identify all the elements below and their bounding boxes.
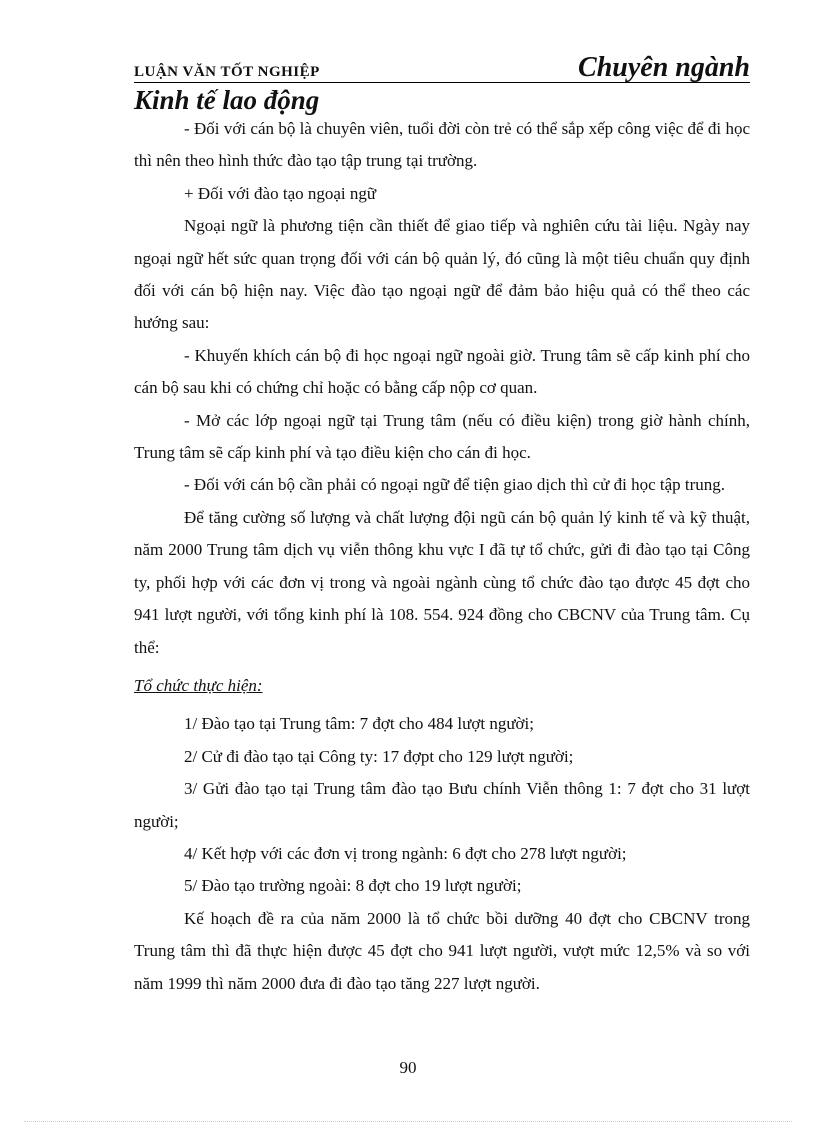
list-item: 5/ Đào tạo trường ngoài: 8 đợt cho 19 lượt người; bbox=[184, 876, 522, 896]
list-item: 4/ Kết hợp với các đơn vị trong ngành: 6 đợt cho 278 lượt người; bbox=[184, 843, 627, 863]
page-bottom-divider bbox=[24, 1121, 792, 1122]
conclusion-paragraph: Kế hoạch đề ra của năm 2000 là tổ chức bồi dưỡng 40 đợt cho CBCNV trong Trung tâm thì đã thực hiện được 45 đợt cho 941 lượt người, vượt mức 12,5% và so với năm 1999 thì năm 2000 đưa đi đào tạo tăng 227 lượt người. bbox=[134, 908, 750, 993]
page-number: 90 bbox=[399, 1058, 417, 1077]
page-header bbox=[134, 52, 750, 83]
list-item: 2/ Cử đi đào tạo tại Công ty: 17 đợpt cho 129 lượt người; bbox=[184, 746, 574, 766]
paragraph: - Mở các lớp ngoại ngữ tại Trung tâm (nếu có điều kiện) trong giờ hành chính, Trung tâm sẽ cấp kinh phí và tạo điều kiện cho cán đi học. bbox=[134, 410, 750, 463]
section-title: Tổ chức thực hiện: bbox=[134, 675, 263, 695]
paragraph: - Đối với cán bộ là chuyên viên, tuổi đời còn trẻ có thể sắp xếp công việc để đi học thì nên theo hình thức đào tạo tập trung tại trường. bbox=[134, 119, 750, 171]
thesis-label: LUẬN VĂN TỐT NGHIỆP bbox=[134, 64, 320, 80]
body-text bbox=[134, 113, 750, 1000]
paragraph: Ngoại ngữ là phương tiện cần thiết để giao tiếp và nghiên cứu tài liệu. Ngày nay ngoại ngữ hết sức quan trọng đối với cán bộ quản lý, đó cũng là một tiêu chuẩn quy định đối với cán bộ hiện nay. Việc đào tạo ngoại ngữ để đảm bảo hiệu quả có thể theo các hướng sau: bbox=[134, 216, 750, 333]
paragraph: - Khuyến khích cán bộ đi học ngoại ngữ ngoài giờ. Trung tâm sẽ cấp kinh phí cho cán bộ sau khi có chứng chỉ hoặc có bằng cấp nộp cơ quan. bbox=[134, 345, 750, 398]
list-item: 1/ Đào tạo tại Trung tâm: 7 đợt cho 484 lượt người; bbox=[184, 714, 534, 734]
major-name: Kinh tế lao động bbox=[134, 85, 320, 115]
paragraph: + Đối với đào tạo ngoại ngữ bbox=[184, 183, 377, 203]
major-label: Chuyên ngành bbox=[578, 52, 750, 83]
paragraph: - Đối với cán bộ cần phải có ngoại ngữ để tiện giao dịch thì cử đi học tập trung. bbox=[184, 475, 726, 495]
list-item: 3/ Gửi đào tạo tại Trung tâm đào tạo Bưu chính Viễn thông 1: 7 đợt cho 31 lượt người; bbox=[134, 779, 750, 831]
paragraph: Để tăng cường số lượng và chất lượng đội ngũ cán bộ quản lý kinh tế và kỹ thuật, năm 2000 Trung tâm dịch vụ viễn thông khu vực I đã tự tổ chức, gửi đi đào tạo tại Công ty, phối hợp với các đơn vị trong và ngoài ngành cùng tổ chức đào tạo được 45 đợt cho 941 lượt người, với tổng kinh phí là 108. 554. 924 đồng cho CBCNV của Trung tâm. Cụ thể: bbox=[134, 507, 750, 657]
